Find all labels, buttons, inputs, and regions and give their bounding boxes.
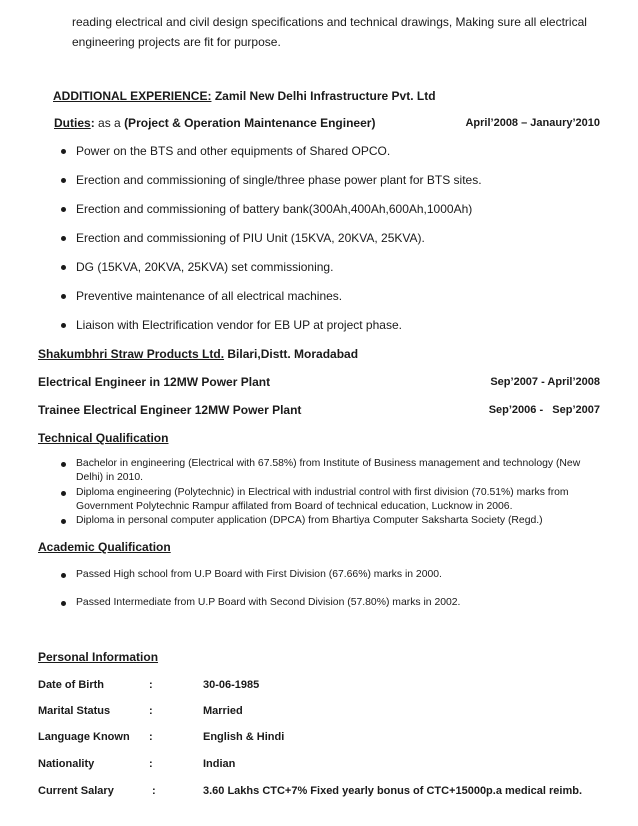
duties-label: Duties [54,116,91,130]
nationality-label: Nationality [38,758,95,770]
dob-separator: : [149,679,153,691]
bullet-dot [61,519,66,524]
marital-status-value: Married [203,705,243,717]
additional-experience-heading [53,86,436,106]
personal-heading: Personal Information [38,650,159,664]
duties-role: (Project & Operation Maintenance Engineer) [124,116,376,130]
salary-label: Current Salary [38,785,114,797]
list-item: Erection and commissioning of single/three phase power plant for BTS sites. [76,173,482,187]
bullet-dot [61,462,66,467]
list-item: DG (15KVA, 20KVA, 25KVA) set commissioning. [76,260,334,274]
additional-heading-label: ADDITIONAL EXPERIENCE: [53,89,212,103]
list-item-line: Bachelor in engineering (Electrical with 67.58%) from Institute of Business management and technology (New [76,458,581,469]
nationality-separator: : [149,758,153,770]
bullet-dot [61,323,66,328]
shakumbhri-role-1: Electrical Engineer in 12MW Power Plant [38,375,271,389]
list-item-line: Government Polytechnic Rampur affilated from Board of technical education, Lucknow in 2006. [76,501,513,512]
salary-separator: : [152,785,156,797]
intro-line-2: engineering projects are fit for purpose. [72,35,281,49]
shakumbhri-location: Bilari,Distt. Moradabad [227,347,359,361]
duties-line [54,113,375,133]
dob-label: Date of Birth [38,679,104,691]
bullet-dot [61,265,66,270]
list-item: Passed Intermediate from U.P Board with Second Division (57.80%) marks in 2002. [76,597,461,608]
list-item-line: Delhi) in 2010. [76,472,144,483]
bullet-dot [61,491,66,496]
list-item: Passed High school from U.P Board with First Division (67.66%) marks in 2000. [76,569,442,580]
nationality-value: Indian [203,758,236,770]
shakumbhri-dates-1: Sep’2007 - April’2008 [490,376,600,388]
list-item-line: Diploma engineering (Polytechnic) in Electrical with industrial control with first division (70.51%) marks from [76,487,569,498]
list-item: Preventive maintenance of all electrical machines. [76,289,343,303]
duties-colon: : [90,116,95,130]
bullet-dot [61,236,66,241]
shakumbhri-heading [38,344,358,364]
shakumbhri-dates-2: Sep’2006 - Sep’2007 [488,404,600,416]
list-item-line: Diploma in personal computer application (DPCA) from Bhartiya Computer Saksharta Society (Regd.) [76,515,543,526]
list-item: Erection and commissioning of PIU Unit (15KVA, 20KVA, 25KVA). [76,231,425,245]
marital-status-separator: : [149,705,153,717]
marital-status-label: Marital Status [38,705,111,717]
shakumbhri-role-2: Trainee Electrical Engineer 12MW Power Plant [38,403,302,417]
bullet-dot [61,178,66,183]
intro-line-1: reading electrical and civil design specifications and technical drawings, Making sure all electrical [72,15,587,29]
bullet-dot [61,573,66,578]
technical-heading: Technical Qualification [38,431,169,445]
list-item: Erection and commissioning of battery bank(300Ah,400Ah,600Ah,1000Ah) [76,202,473,216]
language-value: English & Hindi [203,731,285,743]
additional-company: Zamil New Delhi Infrastructure Pvt. Ltd [214,89,436,103]
bullet-dot [61,149,66,154]
language-separator: : [149,731,153,743]
bullet-dot [61,207,66,212]
bullet-dot [61,294,66,299]
shakumbhri-company: Shakumbhri Straw Products Ltd. [38,347,225,361]
bullet-dot [61,601,66,606]
salary-value: 3.60 Lakhs CTC+7% Fixed yearly bonus of CTC+15000p.a medical reimb. [203,785,583,797]
duties-as: as a [98,116,121,130]
additional-dates: April’2008 – Janaury’2010 [465,117,600,129]
language-label: Language Known [38,731,130,743]
list-item: Power on the BTS and other equipments of Shared OPCO. [76,144,391,158]
list-item: Liaison with Electrification vendor for EB UP at project phase. [76,318,402,332]
dob-value: 30-06-1985 [203,679,260,691]
academic-heading: Academic Qualification [38,540,171,554]
